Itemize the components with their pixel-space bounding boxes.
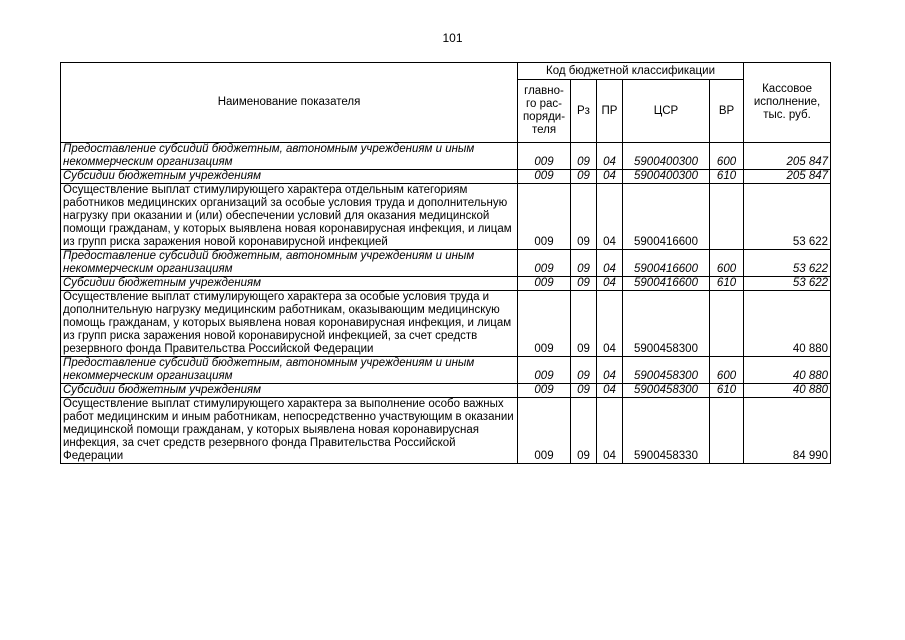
cell-rz: 09 xyxy=(571,143,597,170)
cell-amount: 84 990 xyxy=(744,398,831,464)
cell-amount: 205 847 xyxy=(744,143,831,170)
cell-pr: 04 xyxy=(597,277,623,291)
column-header-amount: Кассовое исполнение, тыс. руб. xyxy=(744,63,831,143)
cell-name: Осуществление выплат стимулирующего характера за особые условия труда и дополнительную нагрузку медицинским работникам, оказывающим медицинскую помощь гражданам, у которых выявлена новая коронавирусная инфекция, и лицам из групп риска заражения новой коронавирусной инфекцией, за счет средств резервного фонда Правительства Российской Федерации xyxy=(61,291,518,357)
cell-pr: 04 xyxy=(597,384,623,398)
table-row xyxy=(61,357,831,384)
cell-pr: 04 xyxy=(597,357,623,384)
table-row xyxy=(61,143,831,170)
cell-pr: 04 xyxy=(597,143,623,170)
cell-vr: 610 xyxy=(710,384,744,398)
cell-name: Субсидии бюджетным учреждениям xyxy=(61,277,518,291)
cell-rz: 09 xyxy=(571,250,597,277)
cell-name: Осуществление выплат стимулирующего характера за выполнение особо важных работ медицинским и иным работникам, непосредственно участвующим в оказании медицинской помощи гражданам, у которых выявлена новая коронавирусная инфекция, за счет средств резервного фонда Правительства Российской Федерации xyxy=(61,398,518,464)
cell-gr: 009 xyxy=(518,250,571,277)
cell-pr: 04 xyxy=(597,250,623,277)
cell-vr: 600 xyxy=(710,250,744,277)
cell-pr: 04 xyxy=(597,291,623,357)
column-header-code-group: Код бюджетной классификации xyxy=(518,63,744,80)
cell-gr: 009 xyxy=(518,277,571,291)
cell-name: Предоставление субсидий бюджетным, автономным учреждениям и иным некоммерческим организациям xyxy=(61,143,518,170)
cell-gr: 009 xyxy=(518,184,571,250)
cell-rz: 09 xyxy=(571,357,597,384)
cell-csr: 5900458300 xyxy=(623,384,710,398)
budget-table xyxy=(60,62,831,464)
table-row xyxy=(61,398,831,464)
cell-vr xyxy=(710,291,744,357)
cell-name: Субсидии бюджетным учреждениям xyxy=(61,384,518,398)
cell-vr: 600 xyxy=(710,143,744,170)
cell-amount: 40 880 xyxy=(744,357,831,384)
column-header-csr: ЦСР xyxy=(623,80,710,143)
cell-csr: 5900400300 xyxy=(623,170,710,184)
page-number: 101 xyxy=(442,31,463,45)
cell-name: Осуществление выплат стимулирующего характера отдельным категориям работников медицинских организаций за особые условия труда и дополнительную нагрузку при оказании и (или) обеспечении условий для оказания медицинской помощи гражданам, у которых выявлена новая коронавирусная инфекция, и лицам из групп риска заражения новой коронавирусной инфекцией xyxy=(61,184,518,250)
table-row xyxy=(61,170,831,184)
cell-amount: 53 622 xyxy=(744,250,831,277)
cell-rz: 09 xyxy=(571,277,597,291)
column-header-vr: ВР xyxy=(710,80,744,143)
cell-rz: 09 xyxy=(571,384,597,398)
cell-gr: 009 xyxy=(518,143,571,170)
column-header-gr: главно-го рас-поряди-теля xyxy=(518,80,571,143)
cell-amount: 40 880 xyxy=(744,291,831,357)
cell-amount: 205 847 xyxy=(744,170,831,184)
table-row xyxy=(61,277,831,291)
cell-vr xyxy=(710,398,744,464)
cell-rz: 09 xyxy=(571,291,597,357)
column-header-pr: ПР xyxy=(597,80,623,143)
cell-vr: 610 xyxy=(710,170,744,184)
cell-amount: 53 622 xyxy=(744,277,831,291)
cell-csr: 5900458300 xyxy=(623,291,710,357)
cell-csr: 5900416600 xyxy=(623,184,710,250)
cell-csr: 5900458330 xyxy=(623,398,710,464)
table-row xyxy=(61,384,831,398)
cell-csr: 5900416600 xyxy=(623,250,710,277)
cell-csr: 5900400300 xyxy=(623,143,710,170)
cell-vr: 610 xyxy=(710,277,744,291)
cell-amount: 40 880 xyxy=(744,384,831,398)
cell-gr: 009 xyxy=(518,357,571,384)
cell-gr: 009 xyxy=(518,291,571,357)
cell-csr: 5900458300 xyxy=(623,357,710,384)
cell-name: Предоставление субсидий бюджетным, автономным учреждениям и иным некоммерческим организациям xyxy=(61,250,518,277)
cell-csr: 5900416600 xyxy=(623,277,710,291)
column-header-name: Наименование показателя xyxy=(61,63,518,143)
cell-pr: 04 xyxy=(597,398,623,464)
cell-name: Субсидии бюджетным учреждениям xyxy=(61,170,518,184)
cell-rz: 09 xyxy=(571,398,597,464)
table-row xyxy=(61,250,831,277)
column-header-rz: Рз xyxy=(571,80,597,143)
cell-pr: 04 xyxy=(597,184,623,250)
cell-gr: 009 xyxy=(518,398,571,464)
cell-vr xyxy=(710,184,744,250)
cell-rz: 09 xyxy=(571,184,597,250)
table-row xyxy=(61,184,831,250)
cell-rz: 09 xyxy=(571,170,597,184)
cell-gr: 009 xyxy=(518,170,571,184)
cell-amount: 53 622 xyxy=(744,184,831,250)
header-row-1 xyxy=(61,63,831,80)
cell-vr: 600 xyxy=(710,357,744,384)
table-row xyxy=(61,291,831,357)
cell-gr: 009 xyxy=(518,384,571,398)
cell-name: Предоставление субсидий бюджетным, автономным учреждениям и иным некоммерческим организациям xyxy=(61,357,518,384)
cell-pr: 04 xyxy=(597,170,623,184)
